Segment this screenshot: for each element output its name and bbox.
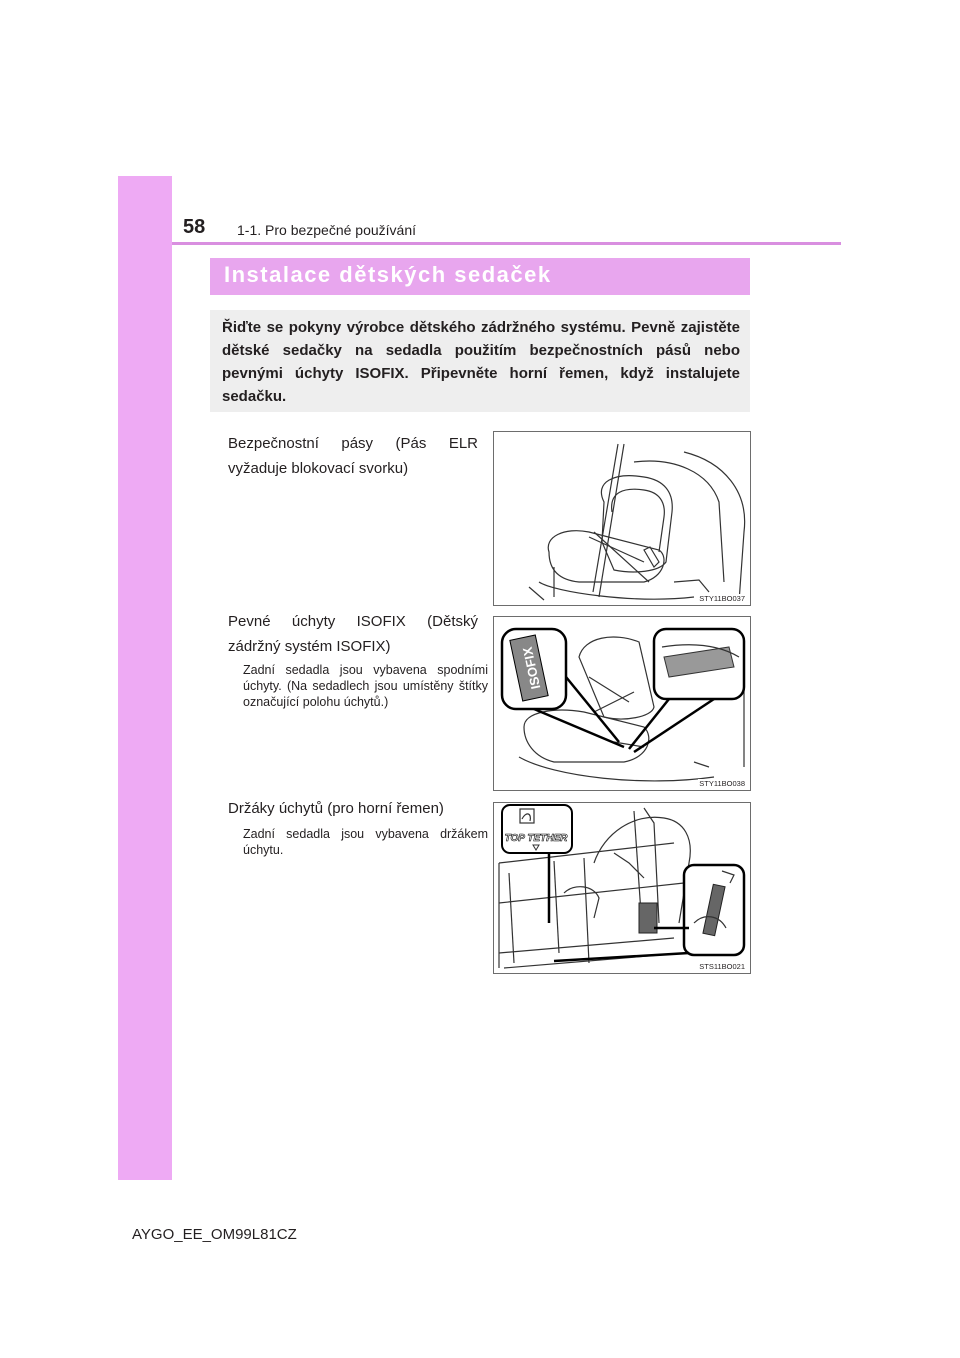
document-footer: AYGO_EE_OM99L81CZ <box>132 1226 297 1243</box>
item-isofix-title: Pevné úchyty ISOFIX (Dětský zádržný systém ISOFIX) <box>228 613 478 655</box>
title-bar <box>210 258 750 295</box>
intro-text: Řiďte se pokyny výrobce dětského zádržného systému. Pevně zajistěte dětské sedačky na sedadla použitím bezpečnostních pásů nebo pevnými úchyty ISOFIX. Připevněte horní řemen, když instalujete sedačku. <box>222 319 740 405</box>
top-tether-illustration <box>494 803 750 973</box>
item-seatbelt-title: Bezpečnostní pásy (Pás ELR vyžaduje blokovací svorku) <box>228 435 478 477</box>
item-isofix-description: Zadní sedadla jsou vybavena spodními úchyty. (Na sedadlech jsou umístěny štítky označující polohu úchytů.) <box>243 663 488 709</box>
figure-seatbelt <box>493 431 751 606</box>
child-seat-belt-illustration <box>494 432 750 605</box>
figure-tether <box>493 802 751 974</box>
isofix-anchor-illustration <box>494 617 750 790</box>
figure-isofix <box>493 616 751 791</box>
figure-code: STS11BO021 <box>699 962 745 971</box>
figure-code: STY11BO038 <box>699 779 745 788</box>
intro-box <box>210 310 750 412</box>
item-tether-title: Držáky úchytů (pro horní řemen) <box>228 800 444 817</box>
isofix-label: ISOFIX <box>519 645 544 691</box>
page-number: 58 <box>183 216 206 238</box>
figure-code: STY11BO037 <box>699 594 745 603</box>
header-rule <box>172 242 841 245</box>
section-title: 1-1. Pro bezpečné používání <box>237 222 417 238</box>
top-tether-label: TOP TETHER <box>504 833 568 844</box>
item-tether-description: Zadní sedadla jsou vybavena držákem úchytu. <box>243 827 488 857</box>
page-title: Instalace dětských sedaček <box>224 262 552 287</box>
side-tab <box>118 176 172 1180</box>
